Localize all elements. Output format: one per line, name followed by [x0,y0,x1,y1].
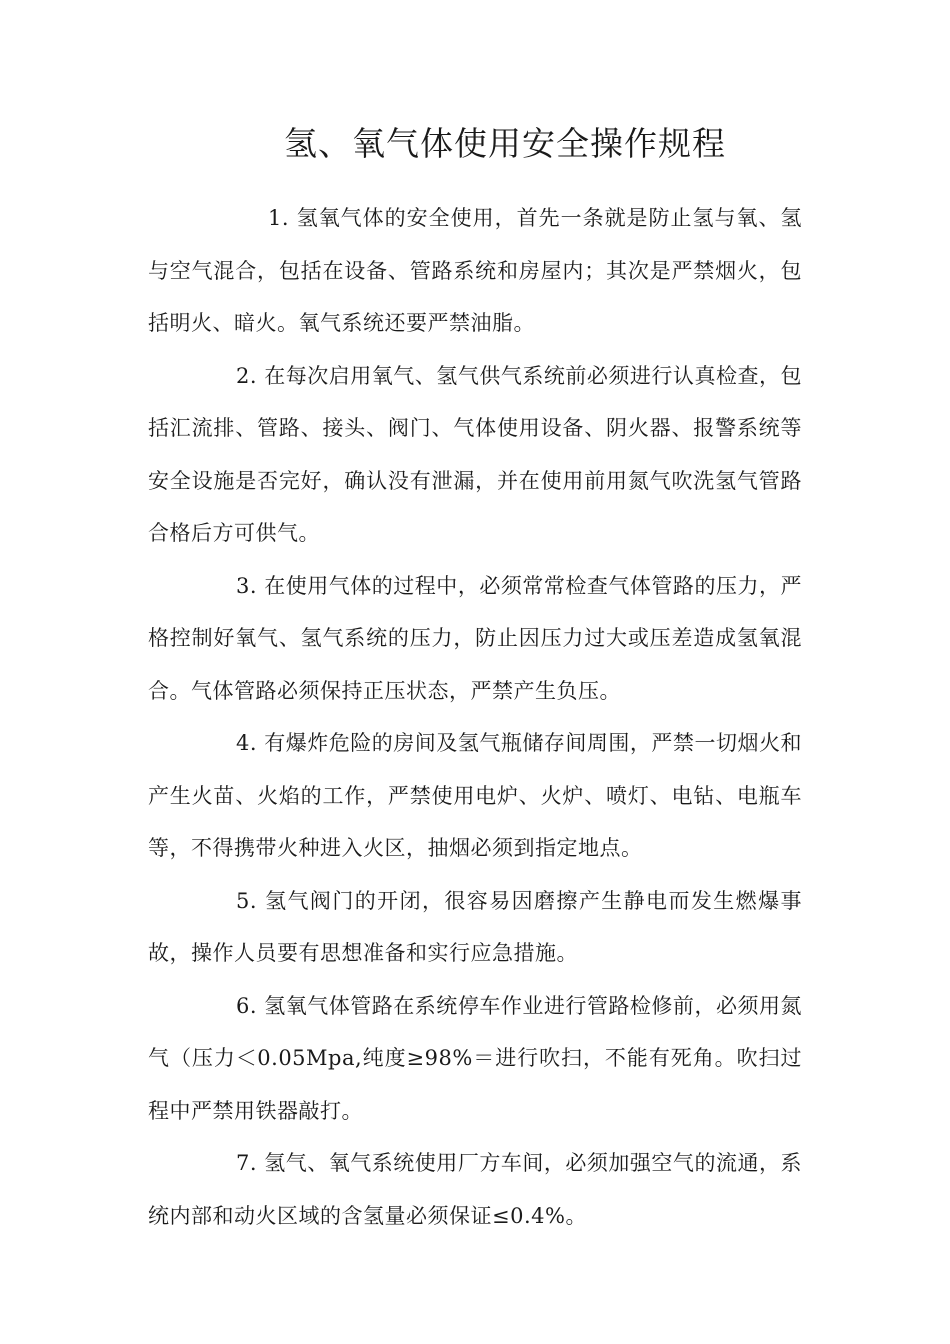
document-body [148,192,802,1242]
paragraph-2: 2. 在每次启用氧气、氢气供气系统前必须进行认真检查，包括汇流排、管路、接头、阀门、气体使用设备、阴火器、报警系统等安全设施是否完好，确认没有泄漏，并在使用前用氮气吹洗氢气管路合格后方可供气。 [148,363,802,545]
document-title: 氢、氧气体使用安全操作规程 [284,124,726,163]
paragraph-1: 1. 氢氧气体的安全使用，首先一条就是防止氢与氧、氢与空气混合，包括在设备、管路系统和房屋内；其次是严禁烟火，包括明火、暗火。氧气系统还要严禁油脂。 [148,206,802,335]
paragraph-3: 3. 在使用气体的过程中，必须常常检查气体管路的压力，严格控制好氧气、氢气系统的压力，防止因压力过大或压差造成氢氧混合。气体管路必须保持正压状态，严禁产生负压。 [148,573,802,703]
paragraph-5: 5. 氢气阀门的开闭，很容易因磨擦产生静电而发生燃爆事故，操作人员要有思想准备和实行应急措施。 [148,888,802,965]
paragraph-6: 6. 氢氧气体管路在系统停车作业进行管路检修前，必须用氮气（压力＜0.05Mpa,纯度≥98%＝进行吹扫，不能有死角。吹扫过程中严禁用铁器敲打。 [148,993,802,1123]
paragraph-4: 4. 有爆炸危险的房间及氢气瓶储存间周围，严禁一切烟火和产生火苗、火焰的工作，严禁使用电炉、火炉、喷灯、电钻、电瓶车等，不得携带火种进入火区，抽烟必须到指定地点。 [148,731,802,860]
paragraph-7: 7. 氢气、氧气系统使用厂方车间，必须加强空气的流通，系统内部和动火区域的含氢量必须保证≤0.4%。 [148,1151,802,1228]
